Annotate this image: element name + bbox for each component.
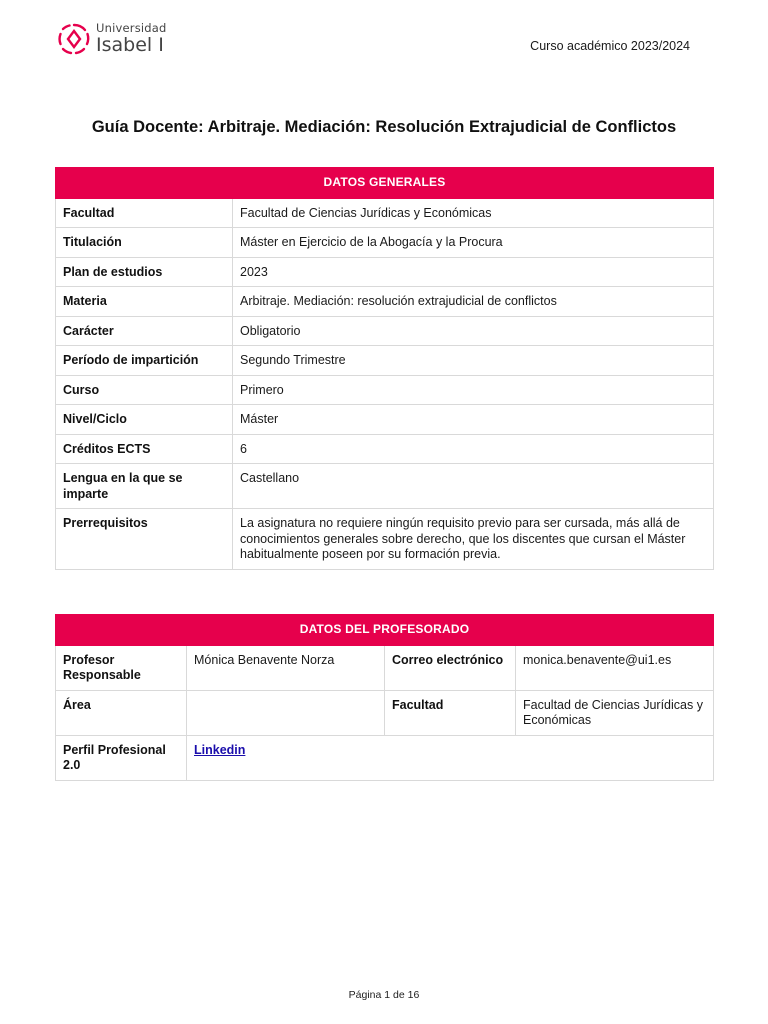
profile-label: Perfil Profesional 2.0	[56, 735, 187, 780]
row-label: Materia	[56, 287, 233, 317]
page-number: Página 1 de 16	[348, 989, 420, 1001]
email-value: monica.benavente@ui1.es	[516, 645, 714, 690]
general-data-table	[55, 167, 714, 570]
table-row	[56, 228, 714, 258]
row-value: 6	[233, 434, 714, 464]
logo-line-2: Isabel I	[96, 34, 164, 57]
row-label: Titulación	[56, 228, 233, 258]
table-row	[56, 346, 714, 376]
faculty-value: Facultad de Ciencias Jurídicas y Económicas	[516, 690, 714, 735]
row-value: Máster en Ejercicio de la Abogacía y la Procura	[233, 228, 714, 258]
table-row	[56, 257, 714, 287]
table-row	[56, 198, 714, 228]
logo-line-1: Universidad	[96, 20, 167, 35]
area-value	[187, 690, 385, 735]
table-row	[56, 316, 714, 346]
page-title: Guía Docente: Arbitraje. Mediación: Resolución Extrajudicial de Conflictos	[91, 118, 677, 136]
profile-value	[187, 735, 714, 780]
table-row	[56, 375, 714, 405]
faculty-data-heading: DATOS DEL PROFESORADO	[56, 615, 714, 646]
row-value: 2023	[233, 257, 714, 287]
row-label: Carácter	[56, 316, 233, 346]
row-value: Segundo Trimestre	[233, 346, 714, 376]
table-row	[56, 405, 714, 435]
row-value: La asignatura no requiere ningún requisito previo para ser cursada, más allá de conocimientos generales sobre derecho, que los discentes que cursan el Máster habitualmente poseen por su formación previa.	[233, 509, 714, 570]
row-value: Primero	[233, 375, 714, 405]
table-row	[56, 464, 714, 509]
table-row	[56, 690, 714, 735]
row-label: Curso	[56, 375, 233, 405]
row-value: Máster	[233, 405, 714, 435]
table-row	[56, 735, 714, 780]
row-value: Obligatorio	[233, 316, 714, 346]
row-label: Plan de estudios	[56, 257, 233, 287]
row-label: Prerrequisitos	[56, 509, 233, 570]
faculty-data-table	[55, 614, 714, 781]
linkedin-link[interactable]: Linkedin	[194, 742, 246, 757]
row-label: Período de impartición	[56, 346, 233, 376]
table-row	[56, 434, 714, 464]
faculty-label: Facultad	[385, 690, 516, 735]
professor-value: Mónica Benavente Norza	[187, 645, 385, 690]
row-value: Arbitraje. Mediación: resolución extrajudicial de conflictos	[233, 287, 714, 317]
area-label: Área	[56, 690, 187, 735]
row-label: Créditos ECTS	[56, 434, 233, 464]
row-label: Nivel/Ciclo	[56, 405, 233, 435]
row-value: Facultad de Ciencias Jurídicas y Económicas	[233, 198, 714, 228]
table-row	[56, 287, 714, 317]
course-year: Curso académico 2023/2024	[530, 39, 690, 53]
university-logo	[57, 22, 167, 56]
email-label: Correo electrónico	[385, 645, 516, 690]
row-label: Lengua en la que se imparte	[56, 464, 233, 509]
table-row	[56, 645, 714, 690]
professor-label: Profesor Responsable	[56, 645, 187, 690]
table-row	[56, 509, 714, 570]
general-data-heading: DATOS GENERALES	[56, 168, 714, 199]
university-emblem-icon	[57, 22, 91, 56]
row-label: Facultad	[56, 198, 233, 228]
row-value: Castellano	[233, 464, 714, 509]
